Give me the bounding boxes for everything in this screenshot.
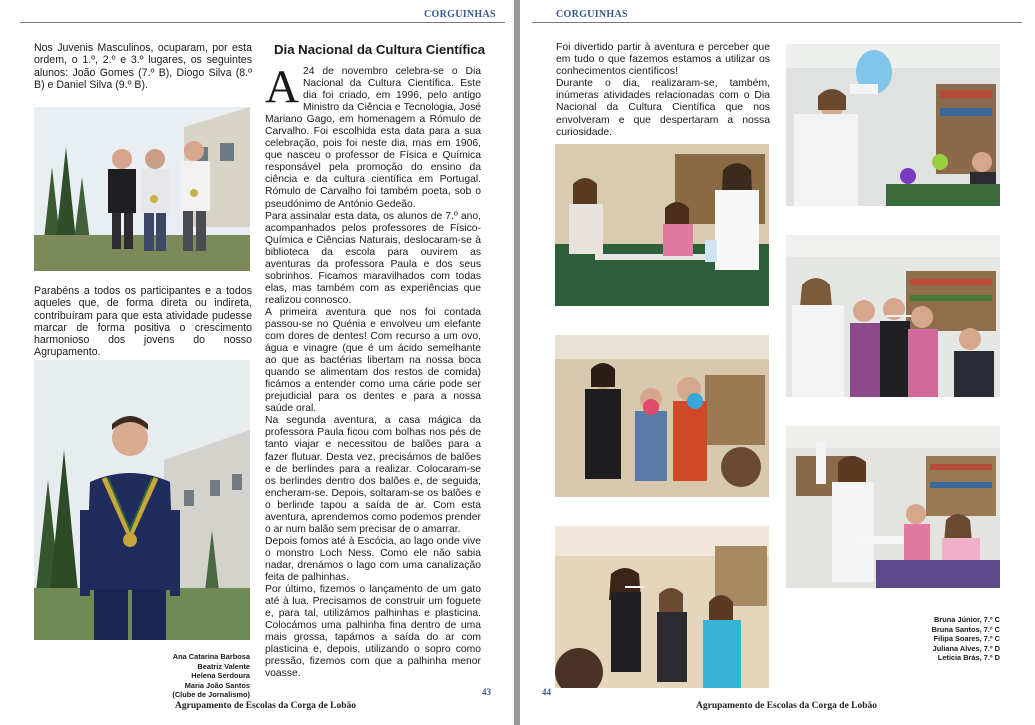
article-title: Dia Nacional da Cultura Científica (274, 42, 486, 57)
running-head-left: CORGUINHAS (424, 9, 496, 20)
article-paragraph-5: Depois fomos até à Escócia, ao lago onde vive o monstro Loch Ness. Como ele não sabia nadar, drenámos o lago com uma canalização feita de palhinhas. (265, 535, 481, 583)
straw-rocket-photo (786, 235, 1000, 397)
left-page (0, 0, 514, 725)
closing-text (556, 42, 770, 139)
credit-name: Helena Serdoura (191, 671, 250, 681)
intro-paragraph: Nos Juvenis Masculinos, ocuparam, por esta ordem, o 1.º, 2.º e 3.º lugares, os seguintes alunos: João Gomes (7.º B), Diogo Silva (8.º B) e Daniel Silva (9.º B). (34, 42, 252, 91)
footer-right: Agrupamento de Escolas da Corga de Lobão (696, 701, 878, 711)
article-dropcap: A (265, 61, 299, 113)
closing-paragraph-2: Durante o dia, realizaram-se, também, inúmeras atividades relacionadas com o Dia Nacional da Cultura Científica que nos envolveram e que despertaram a nossa curiosidade. (556, 78, 770, 138)
credit-name: (Clube de Jornalismo) (172, 690, 250, 700)
congratulations-paragraph: Parabéns a todos os participantes e a todos aqueles que, de forma direta ou indireta, contribuíram para que esta atividade pudesse marcar de forma positiva o crescimento harmonioso dos jovens do nosso Agrupamento. (34, 285, 252, 359)
header-rule-left (20, 22, 505, 23)
article-paragraph-1: A 24 de novembro celebra-se o Dia Nacional da Cultura Científica. Este dia foi criado, em 1996, pelo antigo Ministro da Ciência e Tecnologia, José Mariano Gago, em homenagem a Rómulo de Carvalho. Foi escolhida esta data para a sua celebração, pois foi neste dia, mas em 1906, que nasceu o professor de Física e Química responsável pela promoção do ensino da ciência e da cultura científica em Portugal. Rómulo de Carvalho foi também poeta, sob o pseudónimo de António Gedeão. (265, 61, 481, 210)
article-body (265, 61, 481, 680)
experiment-photo-2 (555, 335, 769, 497)
article-paragraph-6: Por último, fizemos o lançamento de um gato até à lua. Precisamos de construir um foguete e, para tal, utilizámos palhinhas e plasticina. Colocámos uma palhinha fina dentro de uma mais grossa, tapámos a saída do ar com plasticina e, depois, utilizando o sopro como pressão, fizemos com que a palhinha menor voasse. (265, 584, 481, 680)
running-head-right: CORGUINHAS (556, 9, 628, 20)
teacher-demo-photo (786, 426, 1000, 588)
credit-name: Beatriz Valente (197, 661, 250, 671)
credit-name: Bruna Júnior, 7.º C (934, 615, 1000, 624)
credit-name: Filipa Soares, 7.º C (933, 634, 1000, 644)
credits-right (910, 615, 1000, 663)
credit-name: Bruna Santos, 7.º C (931, 624, 1000, 634)
experiment-photo-3 (555, 526, 769, 688)
article-paragraph-4: Na segunda aventura, a casa mágica da professora Paula ficou com bolhas nos pés de tanto viajar e necessitou de balões para a fazer flutuar. Desta vez, precisámos de balões e de berlindes para a realizar. Colocaram-se os berlindes dentro dos balões e, de seguida, encheram-se. Depois, soltaram-se os balões e o berlinde tapou a saída de ar. Com esta aventura, aprendemos como podemos prender o ar num balão sem precisar de o amarrar. (265, 415, 481, 535)
right-page (520, 0, 1035, 725)
medal-winners-photo (34, 107, 250, 271)
article-paragraph-2: Para assinalar esta data, os alunos de 7.º ano, acompanhados pelos professores de Físico-Química e Ciências Naturais, deslocaram-se à biblioteca da escola para ouvirem as aventuras da professora Paula e dos seus sobrinhos. Ficamos maravilhados com todas elas, mas também com as experiências que realizou connosco. (265, 210, 481, 306)
footer-left: Agrupamento de Escolas da Corga de Lobão (175, 701, 357, 711)
credit-name: Juliana Alves, 7.º D (932, 643, 1000, 653)
credit-name: Maria João Santos (184, 680, 250, 690)
experiment-photo-1 (555, 144, 769, 306)
page-number-right: 44 (542, 687, 551, 697)
article-paragraph-3: A primeira aventura que nos foi contada passou-se no Quénia e envolveu um elefante com dores de dentes! Com recurso a um ovo, água e vinagre (que é um ácido semelhante ao que as bactérias libertam na nossa boca quando se alimentam dos restos de comida) ficámos a entender como uma cárie pode ser prejudicial para os dentes e para a nossa saúde oral. (265, 306, 481, 415)
header-rule-right (532, 22, 1022, 23)
balloon-photo (786, 44, 1000, 206)
credit-name: Ana Catarina Barbosa (172, 652, 250, 661)
page-number-left: 43 (482, 687, 491, 697)
credits-left (140, 652, 250, 700)
closing-paragraph-1: Foi divertido partir à aventura e perceber que em tudo o que fazemos estamos a utilizar os conhecimentos científicos! (556, 42, 770, 78)
credit-name: Letícia Brás, 7.º D (937, 653, 1000, 663)
medalist-portrait-photo (34, 360, 250, 640)
